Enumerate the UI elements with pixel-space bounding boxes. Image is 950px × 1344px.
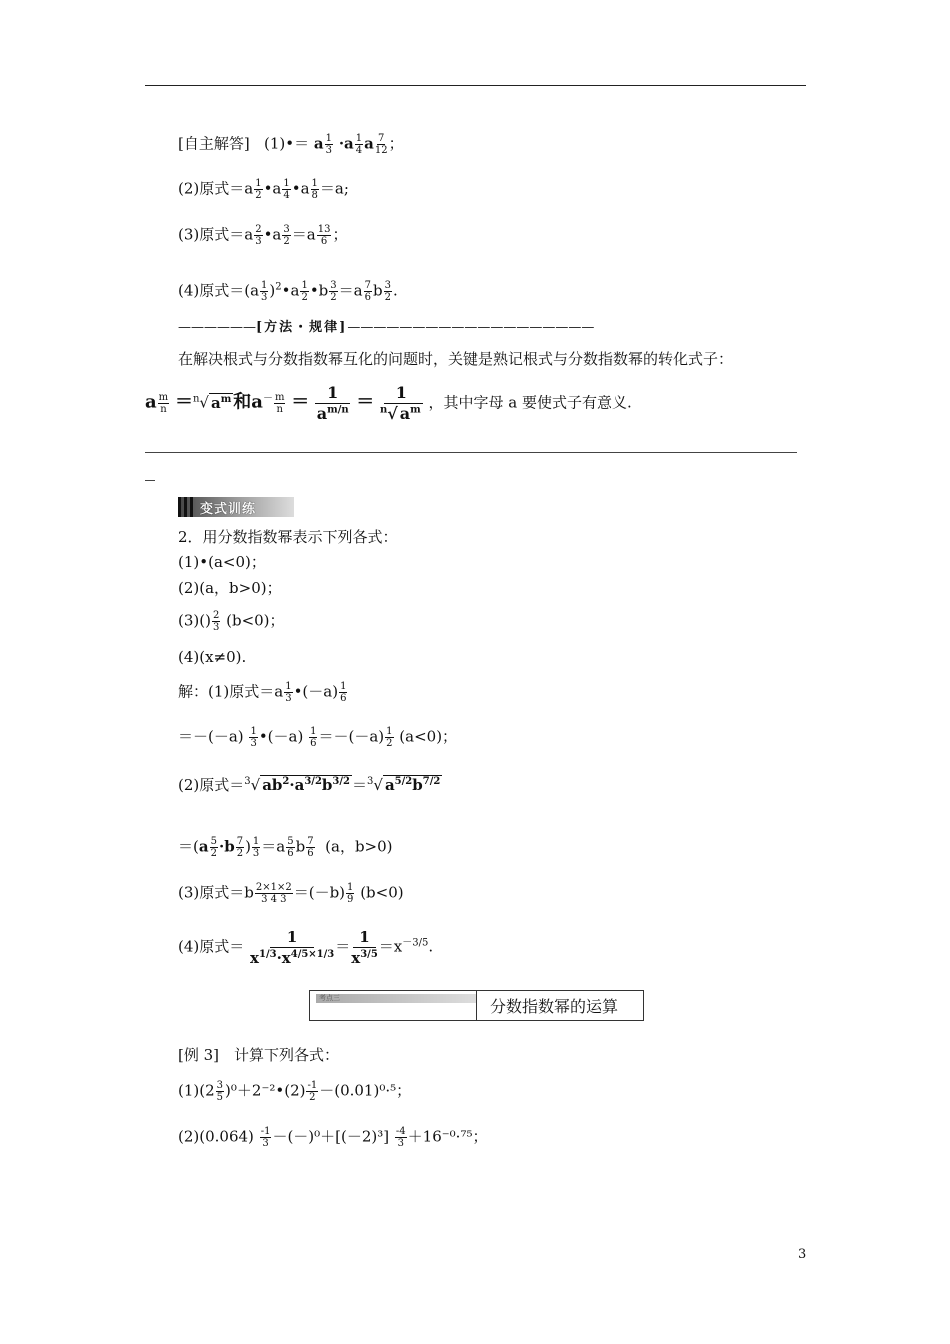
solution-line-2: (2)原式＝a $\frac{1}{2}$ •a $\frac{1}{4}$ •a $\frac{1}{8}$ ＝a; [178, 178, 349, 201]
conversion-formula: a $\frac{m}{n}$ ＝$^n$√ $a^m$ 和a－ $\frac{m}{n}$ ＝ $\frac{1}{a^{m/n}}$ ＝ $\frac{1}{^n√ a^m}$ ，其中字母 a 要使式子有意义. [145, 383, 632, 423]
practice-question-title: 2．用分数指数幂表示下列各式： [178, 528, 398, 546]
answer-line-6-text: (4)原式＝ [178, 937, 245, 956]
answer-line-5-c: (b<0) [360, 883, 404, 902]
answer-line-6: (4)原式＝ $\frac{1}{x^{1/3}\cdot x^{4/5\times 1/3}}$ ＝ $\frac{1}{x^{3/5}}$ $=x^{-3/5}$. [178, 928, 434, 967]
formula-tail: ，其中字母 a 要使式子有意义. [428, 393, 632, 412]
practice-banner [178, 497, 294, 517]
answer-line-3-text: (2)原式＝ [178, 776, 245, 794]
solution-line-1: [自主解答] (1)•＝ a $\frac{1}{3}$ ·a $\frac{1}{4}$ a $\frac{7}{12}$ ； [178, 133, 404, 156]
method-title: [方法・规律] [256, 320, 348, 335]
answer-line-2-a: ＝－(－a) [178, 727, 244, 746]
answer-line-3: (2)原式＝$^3$√ $ab^2\cdot a^{3/2}b^{3/2} =^3√$ $a^{5/2}b^{7/2}$ [178, 776, 441, 794]
practice-q3-a: (3)() [178, 611, 211, 630]
example-e1-a: (1)(2 [178, 1081, 215, 1100]
solution-line-3-mid: •a [263, 225, 282, 244]
answer-line-2-c: ＝－(－a) [318, 727, 385, 746]
solution-line-4: (4)原式＝(a $\frac{1}{3}$ )$^2$•a $\frac{1}{2}$ •b $\frac{3}{2}$ ＝a $\frac{7}{6}$ b $\frac{3}{2}$ . [178, 280, 398, 303]
section-label-cell [310, 991, 477, 1020]
method-heading: ——————[方法・规律]——————————————————— [178, 320, 595, 335]
answer-line-6-tail: . [428, 937, 434, 956]
section-heading-box [309, 990, 644, 1021]
answer-line-5: (3)原式＝b $\frac{2\times 1\times 2}{3 4 3}$ ＝(－b) $\frac{1}{9}$ (b<0) [178, 882, 404, 905]
top-rule [145, 85, 806, 86]
example-label: [例 3] 计算下列各式： [178, 1046, 340, 1064]
solution-line-1-text: (1)•＝ [264, 134, 310, 153]
practice-q4: (4)(x≠0). [178, 648, 247, 666]
example-e2-b: －(－)⁰＋[(－2)³] [272, 1127, 390, 1146]
example-e1: (1)(2 $\frac{3}{5}$ )⁰＋2⁻²•(2) $\frac{-1}{2}$ －(0.01)⁰·⁵； [178, 1080, 412, 1103]
practice-q3-b: (b<0)； [226, 611, 285, 630]
separator-dashes [145, 452, 797, 453]
answer-line-2-b: •(－a) [258, 727, 304, 746]
solution-line-2-tail: ＝a; [319, 179, 349, 198]
answer-line-4-tail: (a，b>0) [325, 837, 393, 856]
answer-line-5-b: ＝(－b) [293, 883, 346, 902]
solution-line-4-text: (4)原式＝(a [178, 281, 260, 300]
answer-line-5-a: (3)原式＝b [178, 883, 254, 902]
solution-line-3: (3)原式＝a $\frac{2}{3}$ •a $\frac{3}{2}$ ＝a $\frac{13}{6}$ ； [178, 224, 348, 247]
answer-line-2-d: (a<0)； [399, 727, 458, 746]
answer-line-1-text: 解：(1)原式＝a [178, 682, 284, 701]
section-small-label: 考点三 [319, 994, 340, 1002]
example-e1-c: －(0.01)⁰·⁵； [319, 1081, 412, 1100]
answer-line-1: 解：(1)原式＝a $\frac{1}{3}$ •(－a) $\frac{1}{6}$ [178, 681, 347, 704]
answer-line-2: ＝－(－a) $\frac{1}{3}$ •(－a) $\frac{1}{6}$ ＝－(－a) $\frac{1}{2}$ (a<0)； [178, 726, 458, 749]
page-number: 3 [798, 1247, 807, 1262]
solution-line-3-text: (3)原式＝a [178, 225, 254, 244]
practice-banner-text: 变式训练 [200, 502, 257, 517]
practice-q2: (2)(a，b>0)； [178, 579, 282, 597]
example-e1-b: )⁰＋2⁻²•(2) [225, 1081, 306, 1100]
practice-q1: (1)•(a<0)； [178, 553, 266, 571]
example-e2-a: (2)(0.064) [178, 1127, 254, 1146]
separator-dash-end [145, 480, 155, 481]
solution-line-3-tail: ＝a [291, 225, 316, 244]
answer-line-1-mid: •(－a) [293, 682, 339, 701]
section-title: 分数指数幂的运算 [490, 997, 619, 1016]
solution-line-4-tail: . [392, 281, 398, 300]
example-e2-c: ＋16⁻⁰·⁷⁵； [407, 1127, 488, 1146]
solution-label: [自主解答] [178, 134, 250, 153]
answer-line-4: ＝(a $\frac{5}{2}$ ·b $\frac{7}{2}$ ) $\frac{1}{3}$ ＝a $\frac{5}{6}$ b $\frac{7}{6}$ (a，b>0) [178, 836, 393, 859]
method-text: 在解决根式与分数指数幂互化的问题时，关键是熟记根式与分数指数幂的转化式子： [178, 350, 734, 368]
solution-line-2-text: (2)原式＝a [178, 179, 254, 198]
practice-q3: (3)() $\frac{2}{3}$ (b<0)； [178, 610, 285, 633]
example-e2: (2)(0.064) $\frac{-1}{3}$ －(－)⁰＋[(－2)³] $\frac{-4}{3}$ ＋16⁻⁰·⁷⁵； [178, 1126, 488, 1149]
